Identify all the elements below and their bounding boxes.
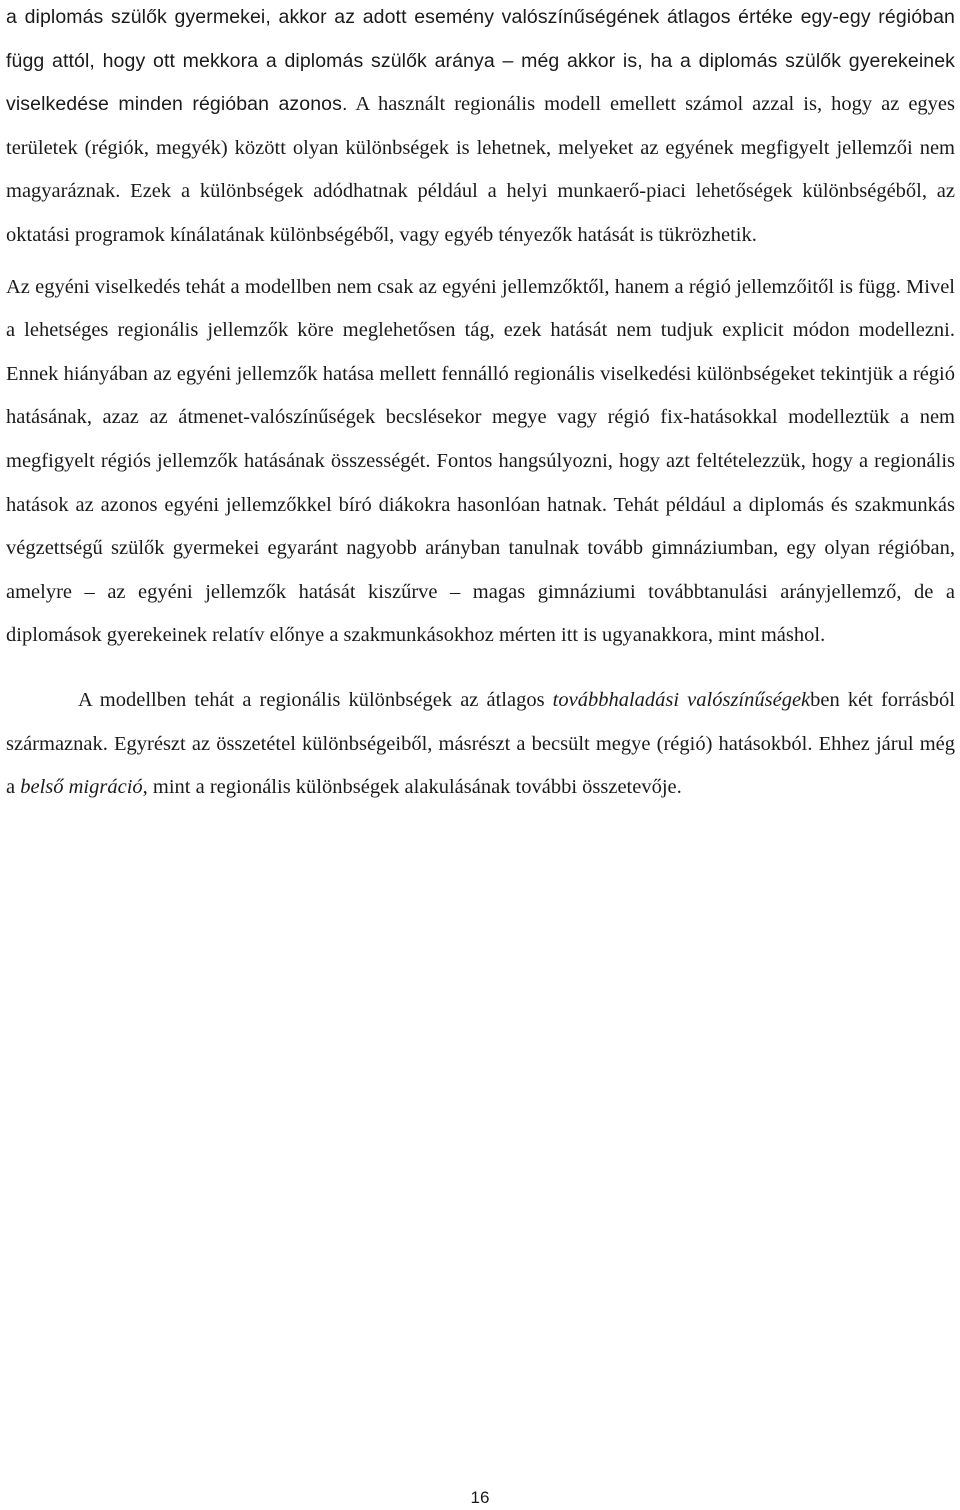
paragraph-serif-segment: A használt regionális modell emellett számol azzal is, hogy az egyes területek (régiók, megyék) között olyan különbségek is lehetnek, melyeket az egyének megfigyelt jellemzői nem magyaráznak. Ezek a különbségek adódhatnak például a helyi munkaerő-piaci lehetőségek különbségéből, az oktatási programok kínálatának különbségéből, vagy egyéb tényezők hatását is tükrözhetik. [6, 93, 955, 246]
page-number: 16 [470, 1488, 490, 1507]
document-page [6, 0, 955, 810]
italic-term: belső migráció [20, 776, 143, 799]
paragraph-sans-segment: a diplomás szülők gyermekei, akkor az adott esemény valószínűségének átlagos értéke egy-egy régióban függ attól, hogy ott mekkora a diplomás szülők aránya – még akkor is, ha a diplomás szülők gyerekeinek viselkedése minden régióban azonos. [6, 6, 955, 116]
paragraph-regional-model [6, 0, 955, 258]
paragraph-individual-behavior: Az egyéni viselkedés tehát a modellben nem csak az egyéni jellemzőktől, hanem a régió jellemzőitől is függ. Mivel a lehetséges regionális jellemzők köre meglehetősen tág, ezek hatását nem tudjuk explicit módon modellezni. Ennek hiányában az egyéni jellemzők hatása mellett fennálló regionális viselkedési különbségeket tekintjük a régió hatásának, azaz az átmenet-valószínűségek becslésekor megye vagy régió fix-hatásokkal modelleztük a nem megfigyelt régiós jellemzők hatásának összességét. Fontos hangsúlyozni, hogy azt feltételezzük, hogy a regionális hatások az azonos egyéni jellemzőkkel bíró diákokra hasonlóan hatnak. Tehát például a diplomás és szakmunkás végzettségű szülők gyermekei egyaránt nagyobb arányban tanulnak tovább gimnáziumban, egy olyan régióban, amelyre – az egyéni jellemzők hatását kiszűrve – magas gimnáziumi továbbtanulási arányjellemző, de a diplomások gyerekeinek relatív előnye a szakmunkásokhoz mérten itt is ugyanakkora, mint máshol. [6, 275, 955, 647]
paragraph-text-segment: A modellben tehát a regionális különbségek az átlagos [78, 688, 553, 711]
paragraph-text-segment: ben két forrásból származnak. Egyrészt az összetétel különbségeiből, másrészt a becsült megye (régió) hatásokból. Ehhez járul még a [6, 688, 955, 799]
paragraph-text-segment: , mint a regionális különbségek alakulásának további összetevője. [142, 776, 682, 799]
italic-term: továbbhaladási valószínűségek [552, 688, 811, 711]
paragraph-regional-differences [6, 679, 955, 810]
